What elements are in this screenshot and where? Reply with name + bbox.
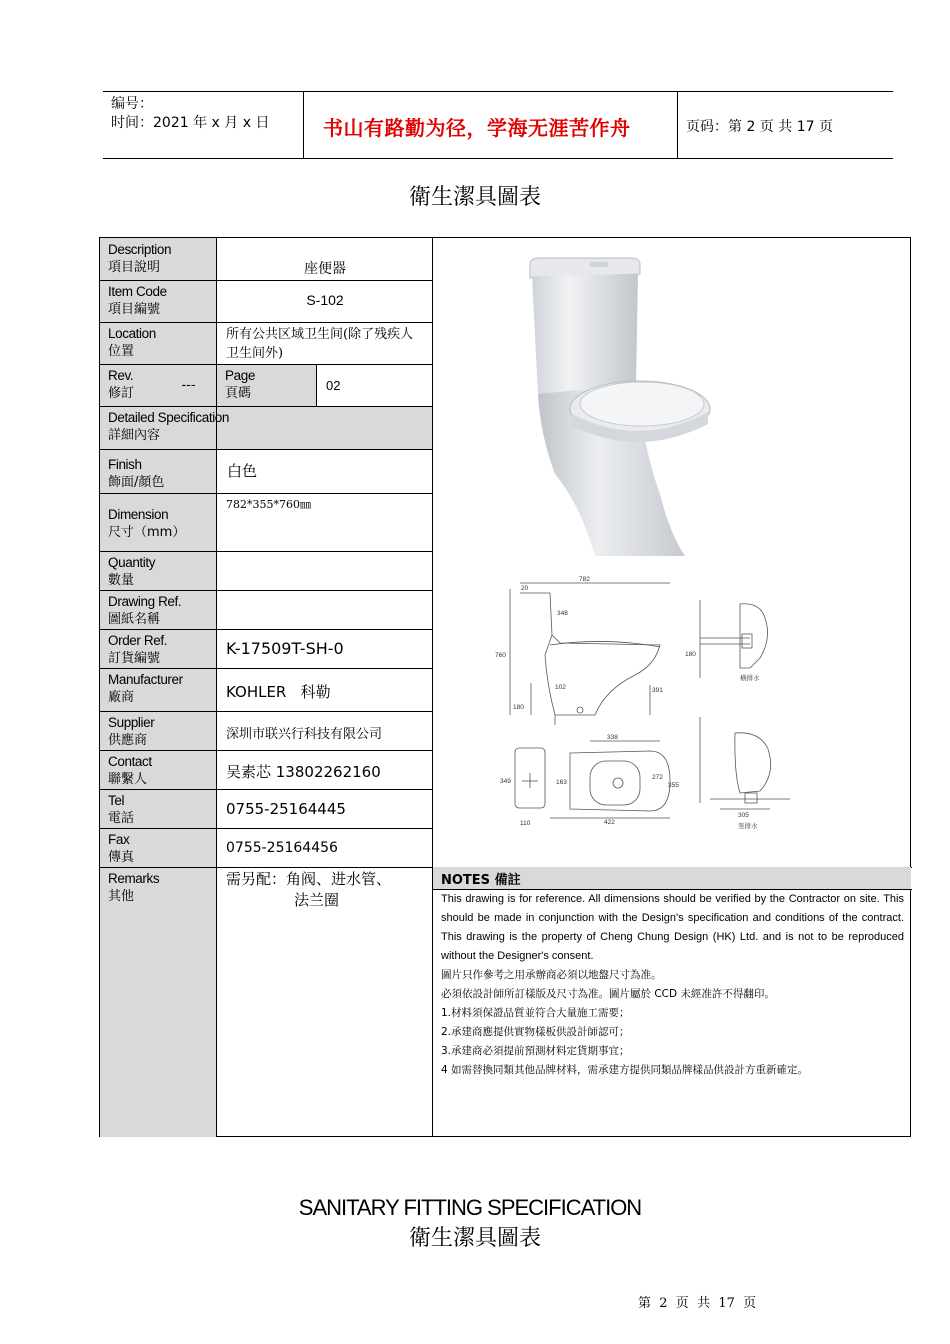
number-label: 编号： xyxy=(111,96,153,112)
time-label: 时间：2021 年 x 月 x 日 xyxy=(111,115,270,131)
label-finish: Finish 飾面/顏色 xyxy=(100,449,217,493)
grid-line xyxy=(100,668,433,669)
footer-title-cn: 衛生潔具圖表 xyxy=(408,1226,541,1251)
header-bottom-rule xyxy=(103,158,893,159)
value-manufacturer: KOHLER 科勒 xyxy=(226,683,331,701)
notes-item: 4 如需替換同類其他品牌材料，需承建方提供同類品牌樣品供設計方重新確定。 xyxy=(441,1064,809,1076)
label-tel: Tel 電話 xyxy=(100,789,217,828)
dim-180a: 180 xyxy=(513,704,524,711)
label-item-code: Item Code 項目編號 xyxy=(100,280,217,322)
grid-line xyxy=(216,238,217,1137)
value-location: 所有公共区域卫生间(除了残疾人卫生间外) xyxy=(226,327,414,361)
label-remarks: Remarks 其他 xyxy=(100,867,217,1137)
value-remarks: 需另配：角阀、进水管、 法兰圈 xyxy=(226,870,392,909)
value-rev: --- xyxy=(181,378,196,393)
dim-110: 110 xyxy=(520,820,531,827)
dim-163: 163 xyxy=(556,779,567,786)
dim-102: 102 xyxy=(555,684,566,691)
label-supplier: Supplier 供應商 xyxy=(100,711,217,750)
dim-782: 782 xyxy=(579,576,590,583)
grid-line xyxy=(100,449,433,450)
label-manufacturer: Manufacturer 廠商 xyxy=(100,668,217,711)
notes-cn-2: 必須依設計師所訂樣版及尺寸為准。圖片屬於 CCD 未經准許不得翻印。 xyxy=(441,988,775,1000)
grid-line xyxy=(432,238,433,1137)
label-dimension: Dimension 尺寸（mm） xyxy=(100,493,217,551)
spec-table xyxy=(99,237,911,1137)
dim-391: 391 xyxy=(652,687,663,694)
label-page: Page 頁碼 xyxy=(217,364,317,406)
label-contact: Contact 聯繫人 xyxy=(100,750,217,789)
value-supplier: 深圳市联兴行科技有限公司 xyxy=(226,727,383,742)
grid-line xyxy=(100,828,433,829)
label-description: Description 項目說明 xyxy=(100,238,217,280)
label-location: Location 位置 xyxy=(100,322,217,364)
page-title: 衛生潔具圖表 xyxy=(408,185,541,210)
grid-line xyxy=(100,629,433,630)
header-meta xyxy=(111,95,269,133)
label-quantity: Quantity 數量 xyxy=(100,551,217,590)
horizontal-outlet-drawing xyxy=(680,598,790,688)
dim-338: 338 xyxy=(607,734,618,741)
grid-line xyxy=(100,551,433,552)
value-fax: 0755-25164456 xyxy=(226,840,338,856)
toilet-photo xyxy=(510,254,720,556)
grid-line xyxy=(100,711,433,712)
grid-line xyxy=(100,280,433,281)
grid-line xyxy=(316,364,317,406)
grid-line xyxy=(100,322,433,323)
caption-horizontal-outlet: 横排水 xyxy=(740,675,760,682)
grid-line xyxy=(100,493,433,494)
value-order-ref: K-17509T-SH-0 xyxy=(226,639,344,658)
header-motto: 书山有路勤为径，学海无涯苦作舟 xyxy=(323,116,631,140)
footer-page-number: 第 2 页 共 17 页 xyxy=(638,1296,757,1311)
label-drawing-ref: Drawing Ref. 圖紙名稱 xyxy=(100,590,217,629)
notes-cn-1: 圖片只作參考之用承辦商必須以地盤尺寸為准。 xyxy=(441,969,662,981)
notes-english: This drawing is for reference. All dimensions should be verified by the Contractor on site. This should be made in conjunction with the Design's specification and conditions of the contract. This drawing is the property of Cheng Chung Design (HK) Ltd. and is not to be reproduced without the Designer's consent. xyxy=(441,893,904,962)
notes-item: 3.承建商必須提前預測材料定貨期事宜； xyxy=(441,1045,630,1057)
plan-view-drawing xyxy=(500,733,680,828)
notes-body xyxy=(441,890,904,1080)
grid-line xyxy=(100,406,433,407)
dim-20: 20 xyxy=(521,585,529,592)
label-fax: Fax 傳真 xyxy=(100,828,217,867)
notes-item: 2.承建商應提供實物樣板供設計師認可； xyxy=(441,1026,630,1038)
header-top-rule xyxy=(103,91,893,92)
header-divider xyxy=(303,91,304,158)
dim-180b: 180 xyxy=(685,651,696,658)
side-elevation-drawing xyxy=(495,575,675,730)
value-page: 02 xyxy=(326,378,341,393)
grid-line xyxy=(100,750,433,751)
value-dimension: 782*355*760㎜ xyxy=(226,498,311,511)
grid-line xyxy=(100,364,433,365)
dim-349: 349 xyxy=(500,778,511,785)
label-rev: Rev. 修訂 xyxy=(100,364,217,406)
grid-line xyxy=(100,789,433,790)
label-order-ref: Order Ref. 訂貨編號 xyxy=(100,629,217,668)
header-divider xyxy=(677,91,678,158)
header-page-label: 页码：第 2 页 共 17 页 xyxy=(686,119,833,135)
notes-heading: NOTES 備註 xyxy=(433,867,911,889)
value-finish: 白色 xyxy=(227,462,258,480)
dim-305: 305 xyxy=(738,812,749,819)
value-tel: 0755-25164445 xyxy=(226,800,346,818)
dim-355: 355 xyxy=(668,782,679,789)
dim-760: 760 xyxy=(495,652,506,659)
value-item-code: S-102 xyxy=(306,292,344,308)
value-description: 座便器 xyxy=(304,261,346,277)
caption-vertical-outlet: 竖排水 xyxy=(738,823,758,830)
dim-272: 272 xyxy=(652,774,663,781)
label-detailed-spec: Detailed Specification 詳細內容 xyxy=(100,406,433,449)
value-contact: 吴素芯 13802262160 xyxy=(226,763,381,781)
dim-422: 422 xyxy=(604,819,615,826)
footer-title-en: SANITARY FITTING SPECIFICATION xyxy=(298,1195,642,1220)
dim-348: 348 xyxy=(557,610,568,617)
grid-line xyxy=(100,590,433,591)
notes-item: 1.材料須保證品質並符合大量施工需要； xyxy=(441,1007,630,1019)
vertical-outlet-drawing xyxy=(690,713,800,833)
